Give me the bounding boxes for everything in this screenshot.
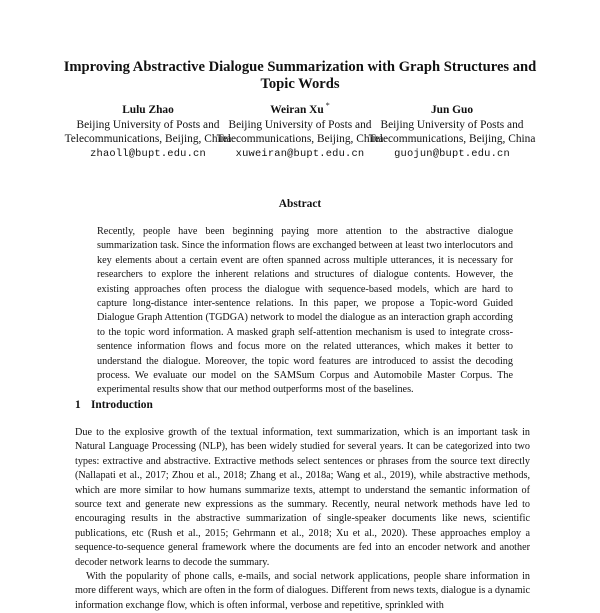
- author-email: zhaoll@bupt.edu.cn: [90, 147, 206, 160]
- corresponding-author-mark: *: [325, 101, 330, 111]
- section-number: 1: [75, 399, 81, 411]
- paper-title: Improving Abstractive Dialogue Summarization with Graph Structures and Topic Words: [63, 59, 537, 92]
- author-email: guojun@bupt.edu.cn: [394, 147, 510, 160]
- author-name: Lulu Zhao: [122, 104, 174, 116]
- paragraph: Due to the explosive growth of the textual information, text summarization, which is an important task in Natural Language Processing (NLP), has been widely studied for several years. It can be categorized into two types: extractive and abstractive. Extractive methods select sentences or phrases from the source text directly (Nallapati et al., 2017; Zhou et al., 2018; Zhang et al., 2018a; Wang et al., 2019), while abstractive methods, which are more similar to how humans summarize texts, attempt to understand the semantic information of source text and generate new expressions as the summary. Recently, neural network methods have led to encouraging results in the abstractive summarization of single-speaker documents like news, scientific publications, etc (Rush et al., 2015; Gehrmann et al., 2018; Xu et al., 2020). These approaches employ a sequence-to-sequence general framework where the documents are fed into an encoder network and another decoder network learns to decode the summary.: [75, 427, 530, 568]
- author-affiliation: Beijing University of Posts and Telecommunications, Beijing, China: [64, 118, 232, 146]
- section-title: Introduction: [91, 399, 153, 411]
- author-2: [215, 103, 385, 161]
- section-body: [75, 426, 530, 613]
- abstract-text: Recently, people have been beginning paying more attention to the abstractive dialogue summarization task. Since the information flows are exchanged between at least two interlocutors and key elements about a certain event are often spanned across multiple utterances, it is necessary for researchers to explore the inherent relations and structures of dialogue contents. However, the existing approaches often process the dialogue with sequence-based models, which are hard to capture long-distance inter-sentence relations. In this paper, we propose a Topic-word Guided Dialogue Graph Attention (TGDGA) network to model the dialogue as an interaction graph according to the topic word information. A masked graph self-attention mechanism is used to integrate cross-sentence information flows and focus more on the related utterances, which makes it better to understand the dialogue. Moreover, the topic word features are introduced to assist the decoding process. We evaluate our model on the SAMSum Corpus and Automobile Master Corpus. The experimental results show that our method outperforms most of the baselines.: [97, 226, 513, 396]
- author-affiliation: Beijing University of Posts and Telecommunications, Beijing, China: [368, 118, 536, 146]
- section-heading: [75, 399, 153, 411]
- paragraph: With the popularity of phone calls, e-mails, and social network applications, people share information in more different ways, which are often in the form of dialogues. Different from news texts, dialogue is a dynamic information exchange flow, which is often informal, verbose and repetitive, sprinkled with: [75, 571, 530, 611]
- author-3: [367, 103, 537, 161]
- author-email: xuweiran@bupt.edu.cn: [235, 147, 365, 160]
- author-1: [63, 103, 233, 161]
- author-name: Jun Guo: [430, 104, 474, 116]
- author-affiliation: Beijing University of Posts and Telecommunications, Beijing, China: [216, 118, 384, 146]
- abstract-heading: Abstract: [278, 198, 322, 210]
- author-name: Weiran Xu *: [270, 101, 330, 116]
